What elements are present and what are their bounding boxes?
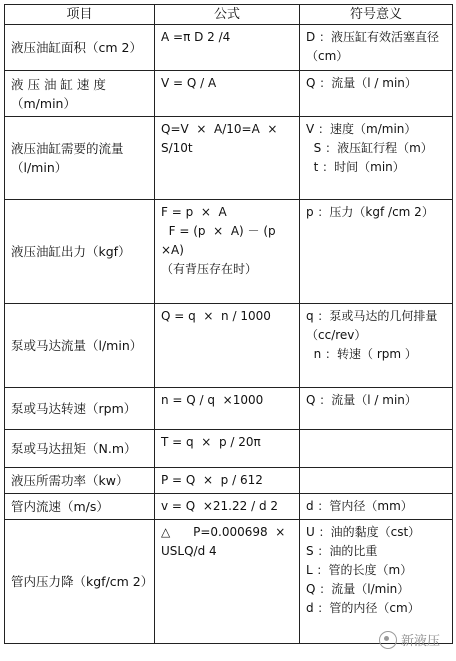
table-row [5,430,453,468]
formula-line: P = Q × p / 612 [161,473,263,487]
watermark [379,630,440,649]
cell-symbols [300,468,453,494]
symbols-line: d ：管的内径（cm） [306,601,420,615]
formula-line: △ P=0.000698 × USLQ/d 4 [161,525,293,558]
cell-item: 泵或马达扭矩（N.m） [5,430,155,468]
formula-line: T = q × p / 20π [161,435,261,449]
cell-formula [155,430,300,468]
table-row [5,494,453,520]
cell-symbols [300,520,453,644]
symbols-line: Q ：流量（l/min） [306,582,410,596]
symbols-line: S ：液压缸行程（m） [306,141,433,155]
cell-formula [155,304,300,388]
cell-symbols [300,25,453,71]
header-symbols: 符号意义 [300,5,453,25]
table-row [5,25,453,71]
symbols-line: Q ：流量（l / min） [306,393,417,407]
formula-line: F = p × A [161,205,227,219]
cell-item: 液压油缸面积（cm 2） [5,25,155,71]
header-formula: 公式 [155,5,300,25]
cell-item: 液 压 油 缸 速 度（m/min） [5,71,155,117]
formula-line: A =π D 2 /4 [161,30,231,44]
symbols-line: q ：泵或马达的几何排量（cc/rev） [306,309,438,342]
cell-symbols [300,388,453,430]
table-row [5,468,453,494]
table-row [5,200,453,304]
formula-line: （有背压存在时） [161,262,258,276]
formula-line: Q = q × n / 1000 [161,309,271,323]
symbols-line: V ：速度（m/min） [306,122,417,136]
cell-item: 液压油缸需要的流量（l/min） [5,117,155,200]
header-item: 项目 [5,5,155,25]
symbols-line: U ：油的黏度（cst） [306,525,421,539]
table-row [5,304,453,388]
symbols-line: t ：时间（min） [306,160,405,174]
formula-line: V = Q / A [161,76,217,90]
table-row [5,117,453,200]
symbols-line: Q ：流量（l / min） [306,76,417,90]
cell-item: 管内压力降（kgf/cm 2） [5,520,155,644]
cell-item: 液压油缸出力（kgf） [5,200,155,304]
cell-formula [155,520,300,644]
formula-line: v = Q ×21.22 / d 2 [161,499,279,513]
formula-line: F = (p × A) － (p ×A) [161,224,284,257]
formula-line: Q=V × A/10=A × S/10t [161,122,286,155]
symbols-line: d ：管内径（mm） [306,499,413,513]
header-row [5,5,453,25]
cell-symbols [300,117,453,200]
symbols-line: L ：管的长度（m） [306,563,413,577]
hydraulic-formula-table [4,4,453,644]
cell-symbols [300,430,453,468]
cell-symbols [300,200,453,304]
cell-symbols [300,494,453,520]
cell-formula [155,388,300,430]
table-row [5,71,453,117]
cell-formula [155,468,300,494]
cell-formula [155,494,300,520]
symbols-line: n ：转速（ rpm ） [306,347,417,361]
cell-formula [155,71,300,117]
symbols-line: D ：液压缸有效活塞直径（cm） [306,30,440,63]
symbols-line: S ：油的比重 [306,544,378,558]
cell-formula [155,25,300,71]
formula-line: n = Q / q ×1000 [161,393,264,407]
cell-symbols [300,71,453,117]
cell-item: 泵或马达流量（l/min） [5,304,155,388]
cell-symbols [300,304,453,388]
symbols-line: p ：压力（kgf /cm 2） [306,205,434,219]
cell-item: 管内流速（m/s） [5,494,155,520]
wechat-icon [379,631,397,649]
cell-item: 泵或马达转速（rpm） [5,388,155,430]
cell-formula [155,117,300,200]
table-row [5,388,453,430]
watermark-text: 新液压 [400,634,440,649]
cell-item: 液压所需功率（kw） [5,468,155,494]
cell-formula [155,200,300,304]
table-row [5,520,453,644]
